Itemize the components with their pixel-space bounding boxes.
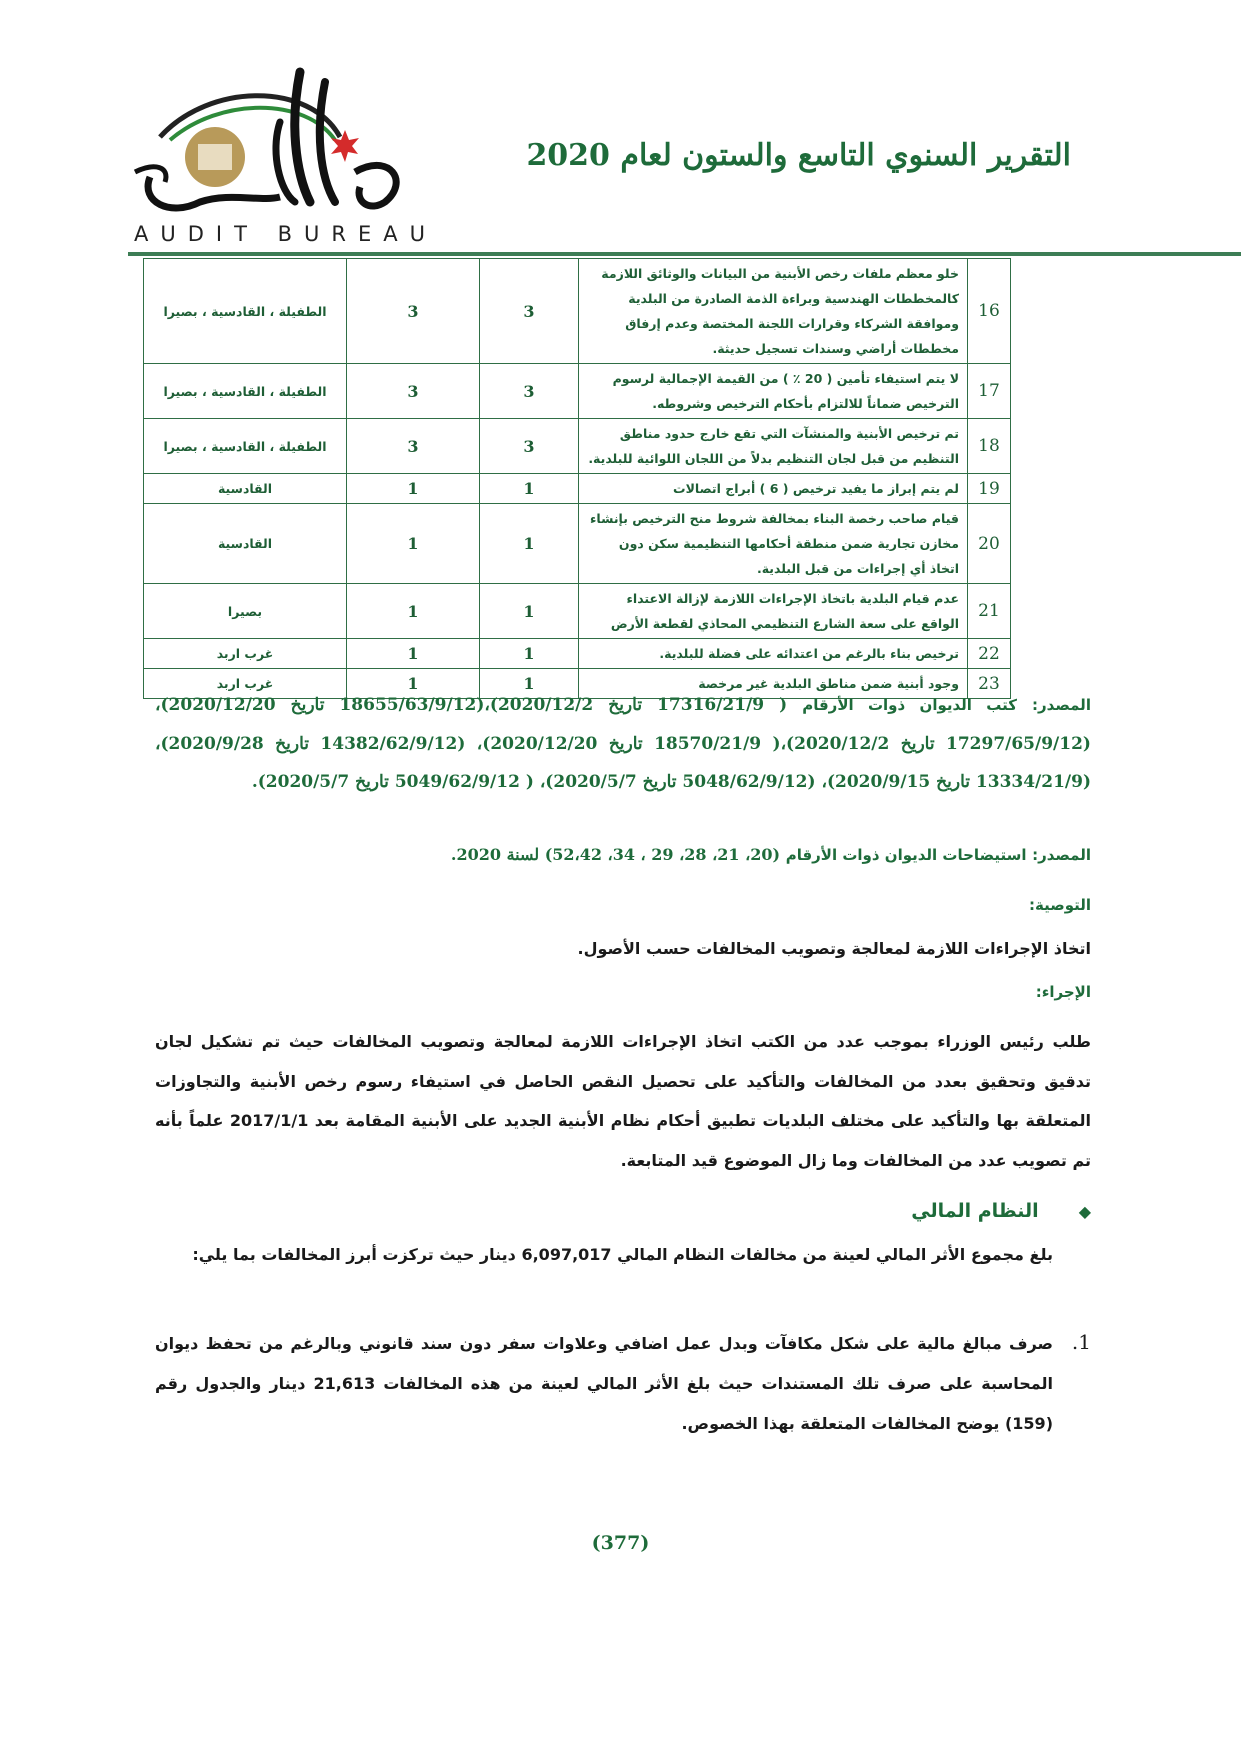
count-cell-a: 3	[480, 364, 579, 419]
row-number: 16	[968, 259, 1011, 364]
source-letters-text: ( 17316/21/9 تاريخ 2020/12/2)،(18655/63/9/12 تاريخ 2020/12/20)، (17297/65/9/12 تاريخ 2020/12/2)،( 18570/21/9 تاريخ 2020/12/20)، (14382/62/9/12 تاريخ 2020/9/28)، (13334/21/9 تاريخ 2020/9/15)، (5048/62/9/12 تاريخ 2020/5/7)، ( 5049/62/9/12 تاريخ 2020/5/7).	[155, 695, 1091, 792]
table-row	[144, 584, 1011, 639]
violation-description: ترخيص بناء بالرغم من اعتدائه على فضلة للبلدية.	[579, 639, 968, 669]
count-cell-b: 1	[347, 504, 480, 584]
logo-calligraphy-icon	[130, 62, 420, 222]
count-cell-b: 3	[347, 364, 480, 419]
table-row	[144, 639, 1011, 669]
violation-description: عدم قيام البلدية باتخاذ الإجراءات اللازمة لإزالة الاعتداء الواقع على سعة الشارع التنظيمي المحاذي لقطعة الأرض	[579, 584, 968, 639]
row-number: 20	[968, 504, 1011, 584]
count-cell-b: 3	[347, 419, 480, 474]
municipalities-cell: الطفيلة ، القادسية ، بصيرا	[144, 259, 347, 364]
count-cell-a: 1	[480, 669, 579, 699]
municipalities-cell: الطفيلة ، القادسية ، بصيرا	[144, 419, 347, 474]
count-cell-b: 1	[347, 669, 480, 699]
municipalities-cell: بصيرا	[144, 584, 347, 639]
violations-table	[143, 258, 1011, 699]
table-row	[144, 504, 1011, 584]
table-row	[144, 474, 1011, 504]
municipalities-cell: الطفيلة ، القادسية ، بصيرا	[144, 364, 347, 419]
diamond-bullet-icon: ◆	[1078, 1201, 1091, 1221]
source-letters-prefix: كتب الديوان ذوات الأرقام	[802, 696, 1018, 714]
row-number: 21	[968, 584, 1011, 639]
logo-english-text: AUDIT BUREAU	[134, 222, 437, 246]
violation-description: وجود أبنية ضمن مناطق البلدية غير مرخصة	[579, 669, 968, 699]
municipalities-cell: غرب اربد	[144, 669, 347, 699]
count-cell-a: 1	[480, 639, 579, 669]
count-cell-a: 1	[480, 474, 579, 504]
source-label-2: المصدر:	[1032, 846, 1091, 864]
source-letters	[155, 686, 1091, 802]
violation-description: لا يتم استيفاء تأمين ( 20 ٪ ) من القيمة الإجمالية لرسوم الترخيص ضماناً للالتزام بأحكام الترخيص وشروطه.	[579, 364, 968, 419]
row-number: 23	[968, 669, 1011, 699]
table-row	[144, 419, 1011, 474]
list-item-number: 1.	[1071, 1330, 1091, 1354]
financial-system-heading	[911, 1200, 1091, 1222]
report-title: التقرير السنوي التاسع والستون لعام 2020	[526, 138, 1071, 173]
violation-description: لم يتم إبراز ما يفيد ترخيص ( 6 ) أبراج اتصالات	[579, 474, 968, 504]
list-item-text: صرف مبالغ مالية على شكل مكافآت وبدل عمل اضافي وعلاوات سفر دون سند قانوني وبالرغم من تحفظ ديوان المحاسبة على صرف تلك المستندات حيث بلغ الأثر المالي لعينة من هذه المخالفات 21,613 دينار والجدول رقم (159) يوضح المخالفات المتعلقة بهذا الخصوص.	[155, 1334, 1054, 1433]
count-cell-a: 3	[480, 259, 579, 364]
audit-bureau-logo	[120, 62, 437, 252]
count-cell-b: 3	[347, 259, 480, 364]
municipalities-cell: القادسية	[144, 504, 347, 584]
violation-description: خلو معظم ملفات رخص الأبنية من البيانات والوثائق اللازمة كالمخططات الهندسية وبراءة الذمة الصادرة من البلدية وموافقة الشركاء وقرارات اللجنة المختصة وعدم إرفاق مخططات أراضي وسندات تسجيل حديثة.	[579, 259, 968, 364]
financial-system-title: النظام المالي	[911, 1200, 1039, 1222]
count-cell-a: 1	[480, 504, 579, 584]
header-divider	[128, 252, 1241, 256]
procedure-text: طلب رئيس الوزراء بموجب عدد من الكتب اتخاذ الإجراءات اللازمة لمعالجة وتصويب المخالفات حيث تم تشكيل لجان تدقيق وتحقيق بعدد من المخالفات والتأكيد على تحصيل النقص الحاصل في استيفاء رسوم رخص الأبنية والتجاوزات المتعلقة بها والتأكيد على مختلف البلديات تطبيق أحكام نظام الأبنية الجديد على الأبنية المقامة بعد 2017/1/1 علماً بأنه تم تصويب عدد من المخالفات وما زال الموضوع قيد المتابعة.	[155, 1032, 1092, 1170]
table-row	[144, 259, 1011, 364]
source-inquiries-prefix: استيضاحات الديوان ذوات الأرقام	[785, 846, 1027, 864]
count-cell-b: 1	[347, 584, 480, 639]
source-inquiries-text: (20، 21، 28، 29 ، 34، 52،42) لسنة 2020.	[450, 845, 781, 864]
source-inquiries	[155, 840, 1091, 870]
municipalities-cell: القادسية	[144, 474, 347, 504]
row-number: 17	[968, 364, 1011, 419]
recommendation-label: التوصية:	[1028, 896, 1091, 914]
list-item	[155, 1330, 1091, 1444]
procedure-label: الإجراء:	[1035, 983, 1091, 1001]
count-cell-b: 1	[347, 639, 480, 669]
recommendation-text: اتخاذ الإجراءات اللازمة لمعالجة وتصويب المخالفات حسب الأصول.	[577, 939, 1091, 958]
count-cell-a: 1	[480, 584, 579, 639]
violation-description: قيام صاحب رخصة البناء بمخالفة شروط منح الترخيص بإنشاء مخازن تجارية ضمن منطقة أحكامها التنظيمية سكن دون اتخاذ أي إجراءات من قبل البلدية.	[579, 504, 968, 584]
source-label: المصدر:	[1032, 696, 1091, 714]
count-cell-b: 1	[347, 474, 480, 504]
row-number: 18	[968, 419, 1011, 474]
page-number: (377)	[591, 1532, 650, 1554]
row-number: 22	[968, 639, 1011, 669]
violation-description: تم ترخيص الأبنية والمنشآت التي تقع خارج حدود مناطق التنظيم من قبل لجان التنظيم بدلاً من اللجان اللوائية للبلدية.	[579, 419, 968, 474]
count-cell-a: 3	[480, 419, 579, 474]
table-row	[144, 364, 1011, 419]
row-number: 19	[968, 474, 1011, 504]
municipalities-cell: غرب اربد	[144, 639, 347, 669]
financial-system-intro: بلغ مجموع الأثر المالي لعينة من مخالفات النظام المالي 6,097,017 دينار حيث تركزت أبرز المخالفات بما يلي:	[192, 1245, 1053, 1264]
